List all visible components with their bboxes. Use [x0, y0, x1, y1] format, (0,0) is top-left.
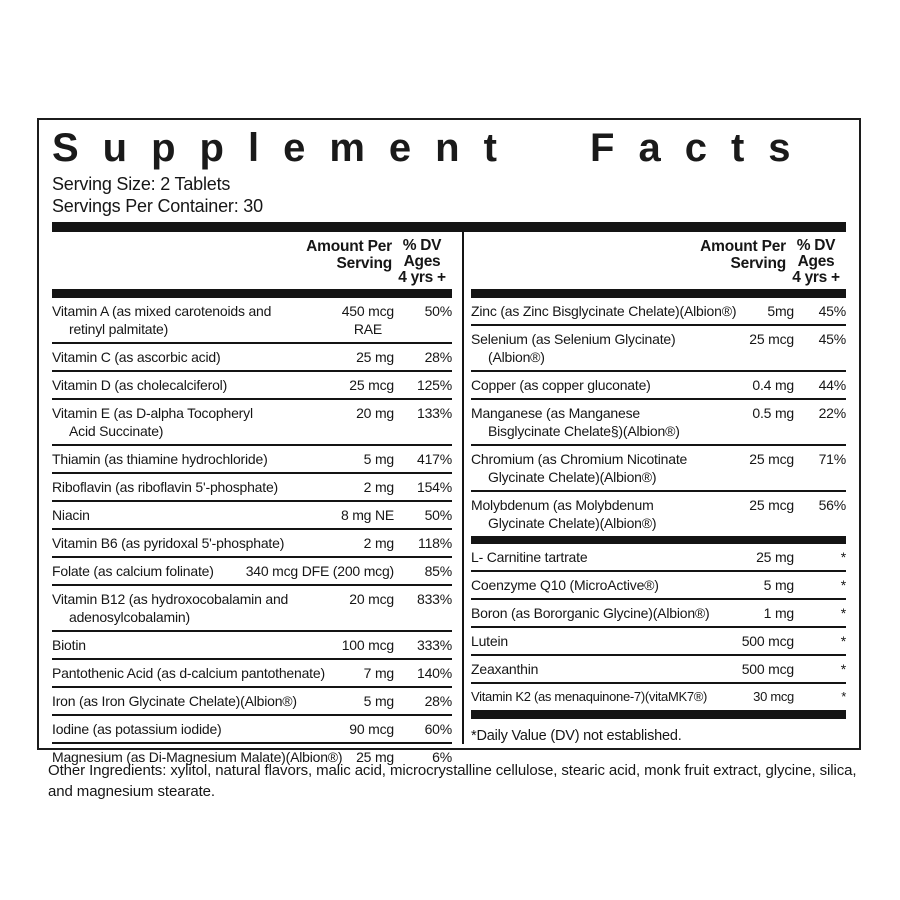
nutrient-row	[471, 682, 846, 710]
serving-size: Serving Size: 2 Tablets	[52, 174, 231, 194]
dv-header: % DV Ages 4 yrs +	[792, 237, 840, 286]
right-column	[462, 232, 846, 744]
nutrient-row	[471, 490, 846, 536]
nutrient-name: Molybdenum (as Molybdenum Glycinate Chelate)(Albion®)	[471, 496, 657, 531]
nutrient-dv: 50%	[424, 507, 452, 523]
nutrient-dv: 28%	[424, 349, 452, 365]
nutrient-dv: *	[840, 577, 846, 594]
nutrient-row	[52, 472, 452, 500]
nutrient-amount: 5mg	[767, 302, 794, 319]
nutrient-dv: 45%	[818, 302, 846, 319]
nutrient-row	[52, 658, 452, 686]
nutrient-amount: 2 mg	[363, 479, 394, 495]
nutrient-amount: 90 mcg	[349, 721, 394, 737]
nutrient-row	[471, 626, 846, 654]
nutrient-dv: 71%	[818, 450, 846, 467]
nutrient-row	[471, 598, 846, 626]
nutrient-dv: *	[841, 689, 846, 705]
nutrient-amount: 2 mg	[363, 535, 394, 551]
nutrient-dv: 45%	[818, 330, 846, 347]
nutrient-row	[52, 444, 452, 472]
nutrient-name: Vitamin K2 (as menaquinone-7)(vitaMK7®)	[471, 689, 708, 705]
nutrient-name: Vitamin C (as ascorbic acid)	[52, 349, 221, 365]
nutrient-dv: 6%	[432, 749, 452, 765]
nutrient-amount: 25 mcg	[749, 450, 794, 467]
nutrient-name: Copper (as copper gluconate)	[471, 376, 651, 393]
supplement-facts-title: Supplement Facts	[52, 126, 815, 170]
nutrient-name: Coenzyme Q10 (MicroActive®)	[471, 577, 659, 594]
supplement-facts-panel	[37, 118, 861, 765]
nutrient-amount: 8 mg NE	[340, 507, 394, 523]
nutrient-dv: 50%	[424, 303, 452, 319]
nutrient-name: Vitamin A (as mixed carotenoids and retinyl palmitate)	[52, 303, 272, 337]
nutrient-dv: 22%	[818, 404, 846, 421]
nutrient-row	[52, 298, 452, 342]
nutrient-amount: 25 mcg	[349, 377, 394, 393]
nutrient-amount: 30 mcg	[753, 689, 794, 705]
nutrient-dv: *	[840, 549, 846, 566]
nutrient-amount: 500 mcg	[741, 661, 794, 678]
nutrient-amount: 25 mcg	[749, 330, 794, 347]
divider-bar	[52, 289, 452, 298]
facts-columns	[52, 232, 846, 765]
left-column	[52, 232, 462, 765]
nutrient-amount: 25 mg	[756, 549, 794, 566]
nutrient-dv: 154%	[416, 479, 452, 495]
nutrient-amount: 450 mcg RAE	[341, 303, 394, 337]
nutrient-name: Chromium (as Chromium Nicotinate Glycinate Chelate)(Albion®)	[471, 450, 688, 485]
divider-bar	[471, 710, 846, 719]
nutrient-dv: 125%	[416, 377, 452, 393]
nutrient-dv: *	[840, 605, 846, 622]
right-column-header	[471, 232, 846, 289]
nutrient-row	[52, 686, 452, 714]
nutrient-amount: 25 mcg	[749, 496, 794, 513]
nutrient-name: Folate (as calcium folinate)	[52, 563, 214, 579]
nutrient-dv: 85%	[424, 563, 452, 579]
nutrient-dv: 60%	[424, 721, 452, 737]
nutrient-row	[471, 444, 846, 490]
nutrient-row	[52, 370, 452, 398]
nutrient-dv: 118%	[418, 535, 452, 551]
nutrient-amount: 5 mg	[763, 577, 794, 594]
nutrient-row	[52, 630, 452, 658]
nutrient-amount: 20 mg	[356, 405, 394, 421]
nutrient-name: Vitamin B6 (as pyridoxal 5'-phosphate)	[52, 535, 285, 551]
nutrient-name: Iodine (as potassium iodide)	[52, 721, 222, 737]
left-column-header	[52, 232, 452, 289]
nutrient-row	[471, 544, 846, 570]
nutrient-dv: 833%	[416, 591, 452, 607]
nutrient-name: Selenium (as Selenium Glycinate) (Albion®)	[471, 330, 676, 365]
nutrient-name: L- Carnitine tartrate	[471, 549, 588, 566]
nutrient-row	[471, 570, 846, 598]
other-ingredients: Other Ingredients: xylitol, natural flavors, malic acid, microcrystalline cellulose, stearic acid, monk fruit extract, glycine, silica, and magnesium stearate.	[48, 762, 857, 800]
nutrient-amount: 0.4 mg	[752, 376, 794, 393]
nutrient-dv: 133%	[416, 405, 452, 421]
servings-per-container: Servings Per Container: 30	[52, 196, 263, 216]
nutrient-dv: 140%	[416, 665, 452, 681]
nutrient-name: Zinc (as Zinc Bisglycinate Chelate)(Albion®)	[471, 302, 737, 319]
nutrient-name: Vitamin B12 (as hydroxocobalamin and adenosylcobalamin)	[52, 591, 289, 625]
amount-per-serving-header: Amount Per Serving	[306, 238, 392, 272]
nutrient-row	[471, 654, 846, 682]
nutrient-amount: 340 mcg DFE (200 mcg)	[245, 563, 394, 579]
nutrient-amount: 0.5 mg	[752, 404, 794, 421]
nutrient-dv: *	[840, 633, 846, 650]
nutrient-amount: 1 mg	[763, 605, 794, 622]
nutrient-amount: 25 mg	[356, 749, 394, 765]
nutrient-name: Iron (as Iron Glycinate Chelate)(Albion®)	[52, 693, 297, 709]
nutrient-amount: 500 mcg	[741, 633, 794, 650]
nutrient-name: Magnesium (as Di-Magnesium Malate)(Albion®)	[52, 749, 343, 765]
nutrient-amount: 5 mg	[363, 451, 394, 467]
nutrient-amount: 20 mcg	[349, 591, 394, 607]
nutrient-dv: 417%	[416, 451, 452, 467]
nutrient-row	[471, 298, 846, 324]
nutrient-row	[52, 556, 452, 584]
nutrient-amount: 25 mg	[356, 349, 394, 365]
nutrient-name: Boron (as Bororganic Glycine)(Albion®)	[471, 605, 710, 622]
nutrient-row	[52, 714, 452, 742]
nutrient-name: Riboflavin (as riboflavin 5'-phosphate)	[52, 479, 278, 495]
nutrient-dv: 333%	[416, 637, 452, 653]
nutrient-row	[52, 342, 452, 370]
nutrient-row	[471, 324, 846, 370]
nutrient-row	[52, 584, 452, 630]
nutrient-row	[52, 500, 452, 528]
nutrient-name: Biotin	[52, 637, 86, 653]
nutrient-dv: 28%	[424, 693, 452, 709]
dv-header: % DV Ages 4 yrs +	[398, 237, 446, 286]
amount-per-serving-header: Amount Per Serving	[700, 238, 786, 272]
nutrient-dv: *	[840, 661, 846, 678]
nutrient-dv: 44%	[818, 376, 846, 393]
nutrient-row	[52, 528, 452, 556]
divider-bar	[471, 289, 846, 298]
nutrient-name: Thiamin (as thiamine hydrochloride)	[52, 451, 268, 467]
nutrient-row	[471, 370, 846, 398]
nutrient-name: Zeaxanthin	[471, 661, 539, 678]
nutrient-name: Vitamin E (as D-alpha Tocopheryl Acid Succinate)	[52, 405, 253, 439]
divider-bar	[471, 536, 846, 545]
nutrient-row	[52, 398, 452, 444]
nutrient-name: Lutein	[471, 633, 508, 650]
dv-footnote: *Daily Value (DV) not established.	[471, 728, 682, 745]
divider-bar-top	[52, 222, 846, 232]
nutrient-name: Pantothenic Acid (as d-calcium pantothenate)	[52, 665, 325, 681]
nutrient-amount: 100 mcg	[341, 637, 394, 653]
nutrient-amount: 7 mg	[363, 665, 394, 681]
nutrient-amount: 5 mg	[363, 693, 394, 709]
nutrient-name: Vitamin D (as cholecalciferol)	[52, 377, 228, 393]
nutrient-name: Manganese (as Manganese Bisglycinate Chelate§)(Albion®)	[471, 404, 680, 439]
nutrient-row	[471, 398, 846, 444]
nutrient-name: Niacin	[52, 507, 90, 523]
nutrient-dv: 56%	[818, 496, 846, 513]
